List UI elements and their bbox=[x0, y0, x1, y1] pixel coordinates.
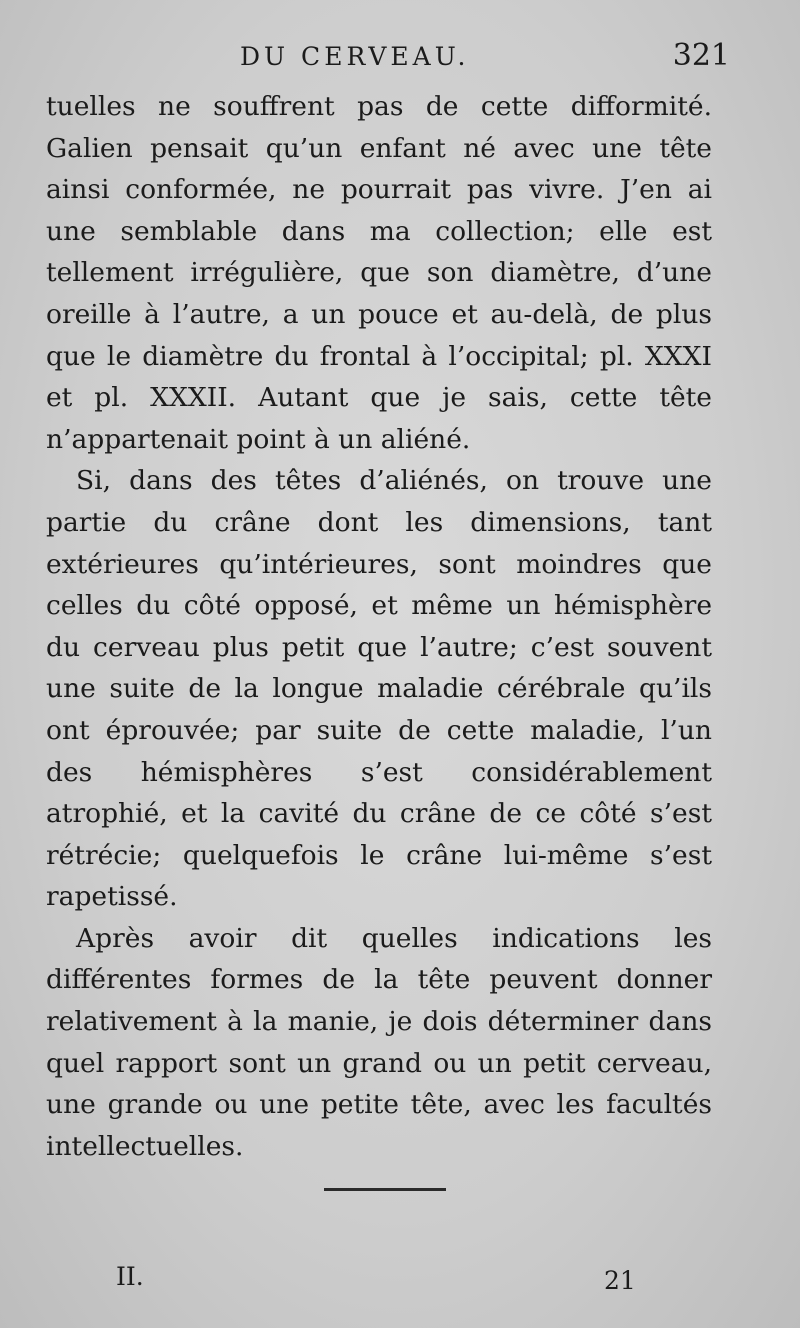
page-header bbox=[0, 38, 800, 82]
paragraph-2: Si, dans des têtes d’aliénés, on trouve une partie du crâne dont les dimensions, tant extérieures qu’intérieures, sont moindres que celles du côté opposé, et même un hémisphère du cerveau plus petit que l’autre; c’est souvent une suite de la longue maladie cérébrale qu’ils ont éprouvée; par suite de cette maladie, l’un des hémisphères s’est considérablement atrophié, et la cavité du crâne de ce côté s’est rétrécie; quelquefois le crâne lui-même s’est rapetissé. bbox=[46, 465, 712, 913]
page-footer bbox=[0, 1262, 800, 1302]
sheet-signature: 21 bbox=[604, 1266, 636, 1295]
volume-signature: II. bbox=[116, 1262, 144, 1291]
page-number: 321 bbox=[672, 38, 730, 73]
body-text bbox=[46, 86, 712, 1167]
paragraph-1: tuelles ne souffrent pas de cette difformité. Galien pensait qu’un enfant né avec une tête ainsi conformée, ne pourrait pas vivre. J’en ai une semblable dans ma collection; elle est tellement irrégulière, que son diamètre, d’une oreille à l’autre, a un pouce et au-delà, de plus que le diamètre du frontal à l’occipital; pl. XXXI et pl. XXXII. Autant que je sais, cette tête n’appartenait point à un aliéné. bbox=[46, 91, 712, 455]
paragraph-3: Après avoir dit quelles indications les différentes formes de la tête peuvent donner relativement à la manie, je dois déterminer dans quel rapport sont un grand ou un petit cerveau, une grande ou une petite tête, avec les facultés intellectuelles. bbox=[46, 922, 712, 1162]
running-head: DU CERVEAU. bbox=[240, 42, 470, 71]
section-divider-rule bbox=[324, 1188, 446, 1191]
